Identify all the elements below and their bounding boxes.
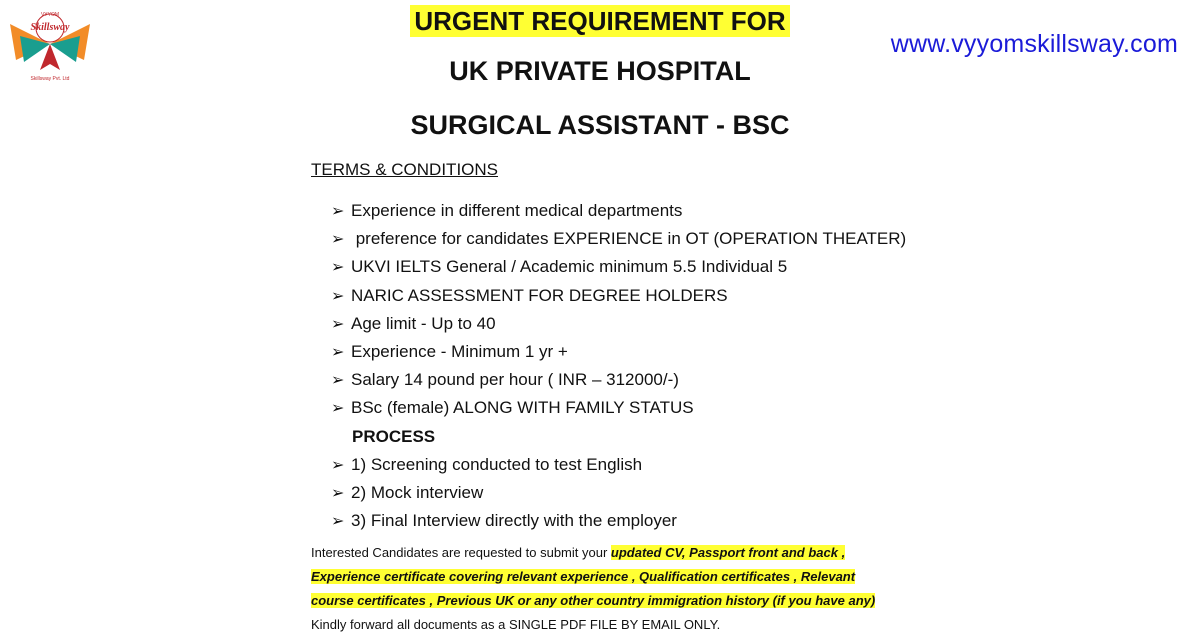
instructions-intro: Interested Candidates are requested to submit your (311, 545, 611, 560)
arrow-bullet-icon: ➢ (331, 315, 345, 333)
title-line-1 (0, 6, 1200, 37)
terms-item: ➢ NARIC ASSESSMENT FOR DEGREE HOLDERS (331, 285, 728, 305)
svg-text:Skillsway: Skillsway (30, 22, 70, 33)
process-heading-row (331, 423, 906, 451)
arrow-bullet-icon: ➢ (331, 400, 345, 418)
title-line-1-text: URGENT REQUIREMENT FOR (410, 5, 789, 37)
arrow-bullet-icon: ➢ (331, 484, 345, 502)
instructions-outro: Kindly forward all documents as a SINGLE PDF FILE BY EMAIL ONLY. (311, 617, 721, 632)
title-line-2: UK PRIVATE HOSPITAL (449, 56, 751, 86)
process-step: ➢ 3) Final Interview directly with the employer (331, 511, 677, 531)
terms-item: ➢ Salary 14 pound per hour ( INR – 312000/-) (331, 370, 679, 390)
arrow-bullet-icon: ➢ (331, 231, 345, 249)
arrow-bullet-icon: ➢ (331, 372, 345, 390)
website-link[interactable]: www.vyyomskillsway.com (890, 30, 1178, 58)
arrow-bullet-icon: ➢ (331, 513, 345, 531)
terms-item: ➢ Age limit - Up to 40 (331, 313, 496, 333)
svg-text:Skillsway Pvt. Ltd: Skillsway Pvt. Ltd (30, 76, 70, 82)
terms-list (331, 197, 906, 535)
title-line-3: SURGICAL ASSISTANT - BSC (410, 110, 790, 140)
process-heading: PROCESS (352, 426, 436, 446)
terms-item: ➢ Experience in different medical departments (331, 201, 683, 221)
arrow-bullet-icon: ➢ (331, 456, 345, 474)
terms-item: ➢ Experience - Minimum 1 yr + (331, 342, 568, 362)
terms-item: ➢ UKVI IELTS General / Academic minimum 5.5 Individual 5 (331, 257, 788, 277)
application-instructions (311, 541, 901, 637)
required-documents: updated CV, Passport front and back , Experience certificate covering relevant experience , Qualification certificates , Relevant course certificates , Previous UK or any other country immigration history (if you have any) (311, 545, 876, 608)
arrow-bullet-icon: ➢ (331, 203, 345, 221)
terms-heading: TERMS & CONDITIONS (311, 160, 499, 179)
svg-text:VYYOM: VYYOM (40, 12, 60, 18)
arrow-bullet-icon: ➢ (331, 287, 345, 305)
process-step: ➢ 2) Mock interview (331, 482, 484, 502)
terms-item: ➢ BSc (female) ALONG WITH FAMILY STATUS (331, 398, 694, 418)
arrow-bullet-icon: ➢ (331, 259, 345, 277)
process-step: ➢ 1) Screening conducted to test English (331, 454, 643, 474)
arrow-bullet-icon: ➢ (331, 344, 345, 362)
terms-item: ➢ preference for candidates EXPERIENCE in OT (OPERATION THEATER) (331, 229, 907, 249)
